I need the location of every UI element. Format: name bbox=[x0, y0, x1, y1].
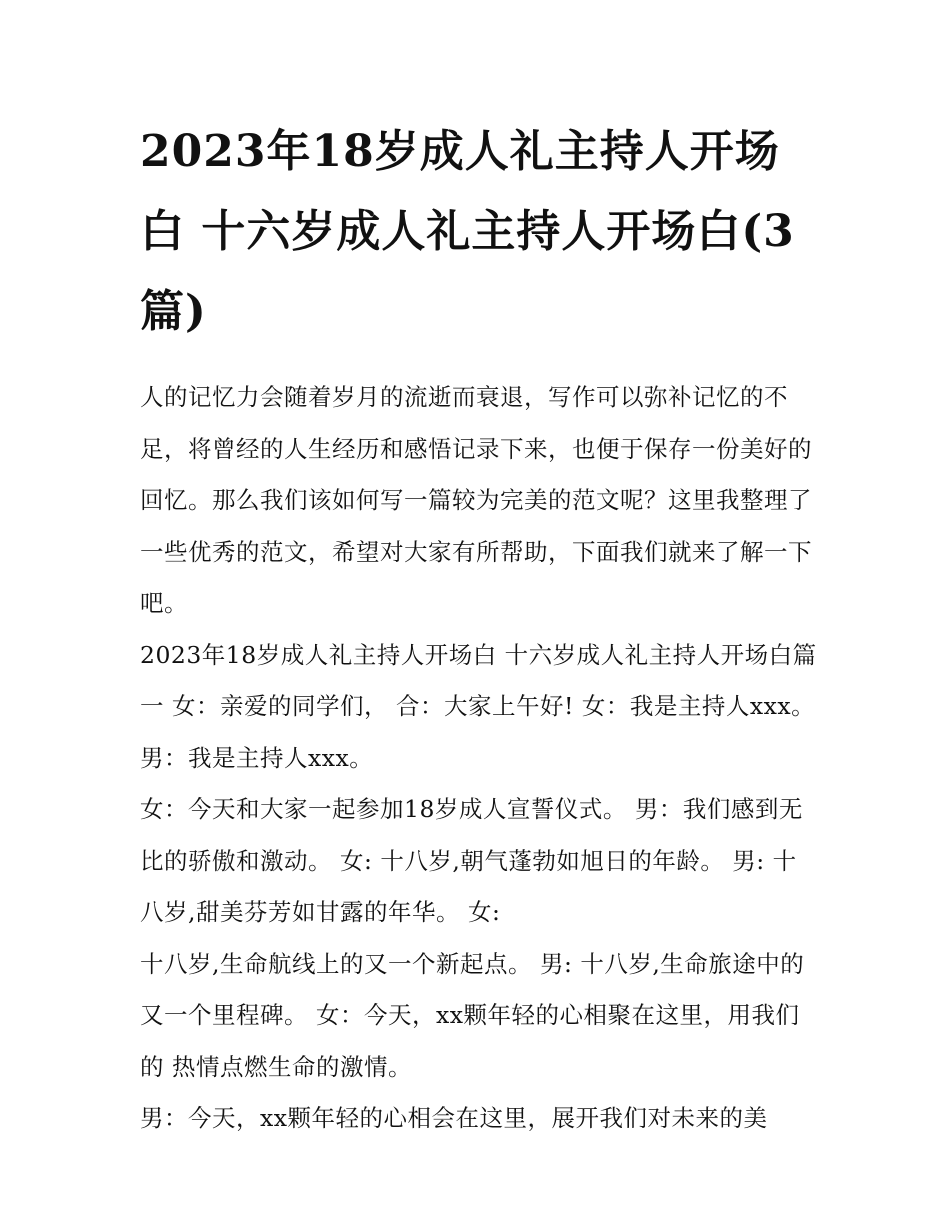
paragraph-opening: 2023年18岁成人礼主持人开场白 十六岁成人礼主持人开场白篇一 女：亲爱的同学们， 合：大家上午好! 女：我是主持人xxx。 男：我是主持人xxx。 bbox=[140, 640, 817, 772]
paragraph-milestone: 十八岁,生命航线上的又一个新起点。 男: 十八岁,生命旅途中的又一个里程碑。 女：今天，xx颗年轻的心相聚在这里，用我们的 热情点燃生命的激情。 bbox=[140, 949, 805, 1081]
paragraph-ceremony: 女：今天和大家一起参加18岁成人宣誓仪式。 男：我们感到无比的骄傲和激动。 女: 十八岁,朝气蓬勃如旭日的年龄。 男: 十八岁,甜美芬芳如甘露的年华。 女: bbox=[140, 795, 803, 926]
document-title: 2023年18岁成人礼主持人开场白 十六岁成人礼主持人开场白(3篇) bbox=[140, 126, 795, 337]
document-page bbox=[140, 112, 820, 1145]
paragraph-future: 男：今天，xx颗年轻的心相会在这里，展开我们对未来的美 bbox=[140, 1104, 768, 1132]
document-body bbox=[140, 372, 820, 1145]
paragraph-intro: 人的记忆力会随着岁月的流逝而衰退，写作可以弥补记忆的不足，将曾经的人生经历和感悟记录下来，也便于保存一份美好的回忆。那么我们该如何写一篇较为完美的范文呢？这里我整理了一些优秀的范文，希望对大家有所帮助，下面我们就来了解一下吧。 bbox=[140, 383, 812, 617]
